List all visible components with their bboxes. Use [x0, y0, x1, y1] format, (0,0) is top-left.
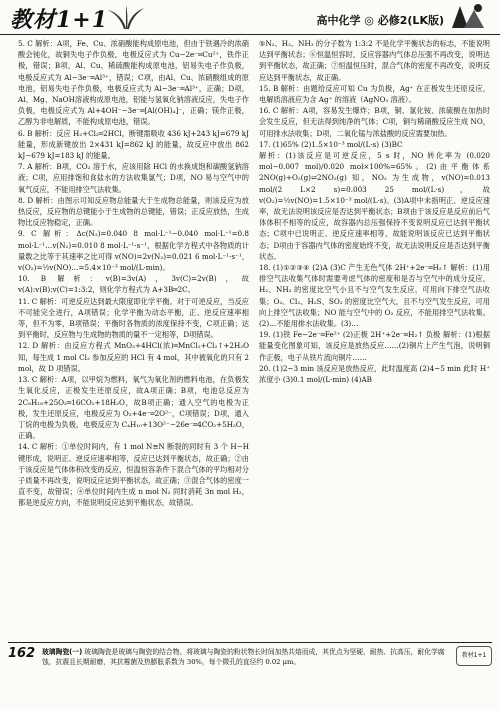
plant-icon	[106, 4, 146, 30]
answer-paragraph: 17. (1)65% (2)1.5×10⁻³ mol/(L·s) (3)BC	[259, 139, 403, 149]
answer-paragraph: 6. B 解析：反应 H₂+Cl₂═2HCl，断键需吸收 436 kJ+243 kJ=679 kJ 能量，形成新键放出 2×431 kJ=862 kJ 的能量，故反应中放出 862 kJ−679 kJ=183 kJ 的能量。	[18, 128, 249, 161]
answer-columns	[18, 38, 490, 638]
header-book-info	[316, 12, 444, 28]
answer-paragraph: 15. B 解析：由题给反应可知 Cu 为负极，Ag⁺ 在正极发生还原反应，电解质溶液应为含 Ag⁺ 的溶液（AgNO₃ 溶液）。	[259, 83, 490, 105]
answer-paragraph: 20. (1)2~3 min 该反应是放热反应，此时温度高 (2)4~5 min 此时 H⁺ 浓度小 (3)0.1 mol/(L·min) (4)AB	[259, 363, 490, 385]
footer-body: 玻璃陶瓷是玻璃与陶瓷的结合物。将玻璃与陶瓷的粉状物长时间加热共熔而成，其优点为坚硬、耐热、抗高压，耐化学腐蚀，抗震且长期耐磨，其抗霉菌及热膨胀系数为 30%，每个微孔的直径约 0.02 μm。	[42, 648, 445, 666]
brand-text: 教材1+1	[10, 7, 109, 33]
footer-section-title: 玻璃陶瓷(一)	[42, 648, 83, 656]
page-number: 162	[8, 646, 36, 661]
brand-title	[10, 3, 108, 34]
page-footer	[0, 642, 500, 710]
book-label: 必修2(LK版)	[377, 14, 444, 27]
footer-divider	[8, 642, 492, 643]
page-header	[0, 0, 500, 35]
left-column	[18, 38, 249, 638]
answer-paragraph: 8. D 解析：由图示可知反应物总能量大于生成物总能量，则该反应为放热反应，反应物的总键能小于生成物的总键能，错误；正反应放热，生成物比反应物稳定，正确。	[18, 195, 249, 228]
answer-paragraph: ⑤N₂、H₂、NH₃ 的分子数为 1:3:2 不是化学平衡状态的标志，不能说明达到平衡状态；⑥恒温恒容时，反应容器内气体总压强不再改变，说明达到平衡状态，故正确；⑦恒温恒压时，混合气体的密度不再改变，说明反应达到平衡状态，故正确。	[259, 39, 490, 82]
answer-paragraph: 19. (1)铁 Fe−2e⁻═Fe²⁺ (2)正极 2H⁺+2e⁻═H₂↑ 负极 解析：(1)根据能量变化图象可知，该反应是放热反应……(2)铜片上产生气泡，说明铜作正极，电子从铁片流向铜片……	[259, 330, 490, 362]
answer-paragraph: 11. C 解析：可逆反应达到最大限度即化学平衡。对于可逆反应，当反应不可能完全进行，A项错误；化学平衡为动态平衡，正、逆反应速率相等，但不为零，B项错误；平衡时各物质的浓度保持不变，C项正确；达到平衡时，反应物与生成物的物质的量不一定相等，D项错误。	[18, 296, 249, 340]
answer-paragraph: 14. C 解析：①单位时间内，有 1 mol N≡N 断裂的同时有 3 个 H−H 键形成，说明正、逆反应速率相等，反应已达到平衡状态，故正确；②由于该反应是气体体积改变的反应，恒温恒容条件下混合气体的平均相对分子质量不再改变，说明反应达到平衡状态，故正确；③混合气体的密度一直不变，故错误；④单位时间内生成 n mol N₂ 同时消耗 3n mol H₂，都是逆反应方向，不能说明反应达到平衡状态，故错误。	[18, 442, 249, 508]
subject-label: 高中化学	[316, 14, 361, 27]
answer-paragraph: 9. C 解析：Δc(N₂)=0.040 8 mol·L⁻¹−0.040 mol·L⁻¹=0.8 mol·L⁻¹…v(N₂)=0.010 8 mol·L⁻¹·s⁻¹，根据化学方程式中各物质的计量数之比等于其速率之比可得 v(NO)=2v(N₂)=0.021 6 mol·L⁻¹·s⁻¹，v(O₂)=½v(NO)…=5.4×10⁻³ mol/(L·min)。	[18, 229, 249, 273]
circle-mark-icon: ◎	[364, 14, 374, 27]
right-column	[259, 38, 490, 638]
answer-paragraph: 解析：(1)该反应是可逆反应，5 s 时，NO 转化率为 (0.020 mol−0.007 mol)/0.020 mol×100%=65%。(2)由平衡体系 2NO(g)+O₂(g)⇌2NO₂(g) 知，NO₂ 为生成物，v(NO)=0.013 mol/(2 L×2 s)=0.003 25 mol/(L·s)，故 v(O₂)=½v(NO)=1.5×10⁻³ mol/(L·s)。(3)A项中未指明正、逆反应速率，故无法说明该反应是否达到平衡状态；B项由于该反应是反应前后气体体积不相等的反应，故容器内总压强保持不变说明反应已达到平衡状态；C项中已说明正、逆反应速率相等，故能说明该反应已达到平衡状态；D项由于容器内气体的密度始终不变，故无法说明反应是否达到平衡状态。	[259, 151, 490, 261]
footer-logo: 教材1+1	[456, 646, 492, 666]
footer-note	[42, 647, 452, 667]
answer-paragraph: 5. C 解析：A项，Fe、Cu、浓硝酸能构成原电池，但由于铁遇冷的浓硝酸会钝化，故铜失电子作负极，电极反应式为 Cu−2e⁻═Cu²⁺，铁作正极，错误；B项，Al、Cu、稀硫酸能构成原电池，铝易失电子作负极，电极反应式为 Al−3e⁻═Al³⁺，错误；C项，由Al、Cu、浓硝酸组成的原电池，铝易失电子作负极，电极反应式为 Al−3e⁻═Al³⁺，正确；D项，Al、Mg、NaOH溶液构成原电池，铝能与氢氧化钠溶液反应，失电子作负极，电极反应式为 Al+4OH⁻−3e⁻═[Al(OH)₄]⁻，正确；镁作正极，乙醇为非电解质，不能构成原电池，错误。	[18, 39, 249, 127]
answer-paragraph: 18. (1)①②③④ (2)A (3)C 产生无色气体 2H⁺+2e⁻═H₂↑ 解析：(1)用排空气法收集气体时需要考虑气体的密度和是否与空气中的成分反应，H₂、NH₃ 的密度比空气小且不与空气发生反应，可用向下排空气法收集；O₂、Cl₂、H₂S、SO₂ 的密度比空气大，且不与空气发生反应，可用向上排空气法收集；NO 能与空气中的 O₂ 反应，不能用排空气法收集。(2)…不能用排水法收集。(3)…	[259, 263, 490, 329]
answer-paragraph: 13. C 解析：A项，以甲烷为燃料，氧气为氧化剂的燃料电池，在负极发生氧化反应，正极发生还原反应，故A项正确；B项，电池总反应为 2C₈H₁₈+25O₂═16CO₂+18H₂O，故B项正确；通入空气的电极为正极，发生还原反应，电极反应为 O₂+4e⁻═2O²⁻，C项错误；D项，通入丁烷的电极为负极，电极反应为 C₄H₁₀+13O²⁻−26e⁻═4CO₂+5H₂O，正确。	[18, 375, 249, 441]
answer-paragraph: 16. C 解析：A项，容易发生爆炸；B项，铜、氯化铵、浓硫酸在加热时会发生反应，但无法得到纯净的气体；C项，铜与稀硝酸反应生成 NO，可用排水法收集；D项，二氧化锰与浓盐酸的反应需要加热。	[259, 106, 490, 138]
answer-paragraph: 12. D 解析：由反应方程式 MnO₂+4HCl(浓)═MnCl₂+Cl₂↑+2H₂O 知，每生成 1 mol Cl₂ 参加反应的 HCl 有 4 mol，其中被氧化的只有 2 mol，故 D 项错误。	[18, 341, 249, 373]
answer-paragraph: 7. A 解析：B项，CO₂ 溶于水，应该用除 HCl 的水换成饱和碳酸氢钠溶液；C项，应用排饱和食盐水的方法收集氯气；D项，NO 易与空气中的氧气反应，不能用排空气法收集。	[18, 162, 249, 194]
answer-paragraph: 10. B 解析：v(B)=3v(A)，3v(C)=2v(B)，故 v(A):v(B):v(C)=1:3:2，则化学方程式为 A+3B═2C。	[18, 274, 249, 295]
ornament-icon	[448, 2, 488, 32]
